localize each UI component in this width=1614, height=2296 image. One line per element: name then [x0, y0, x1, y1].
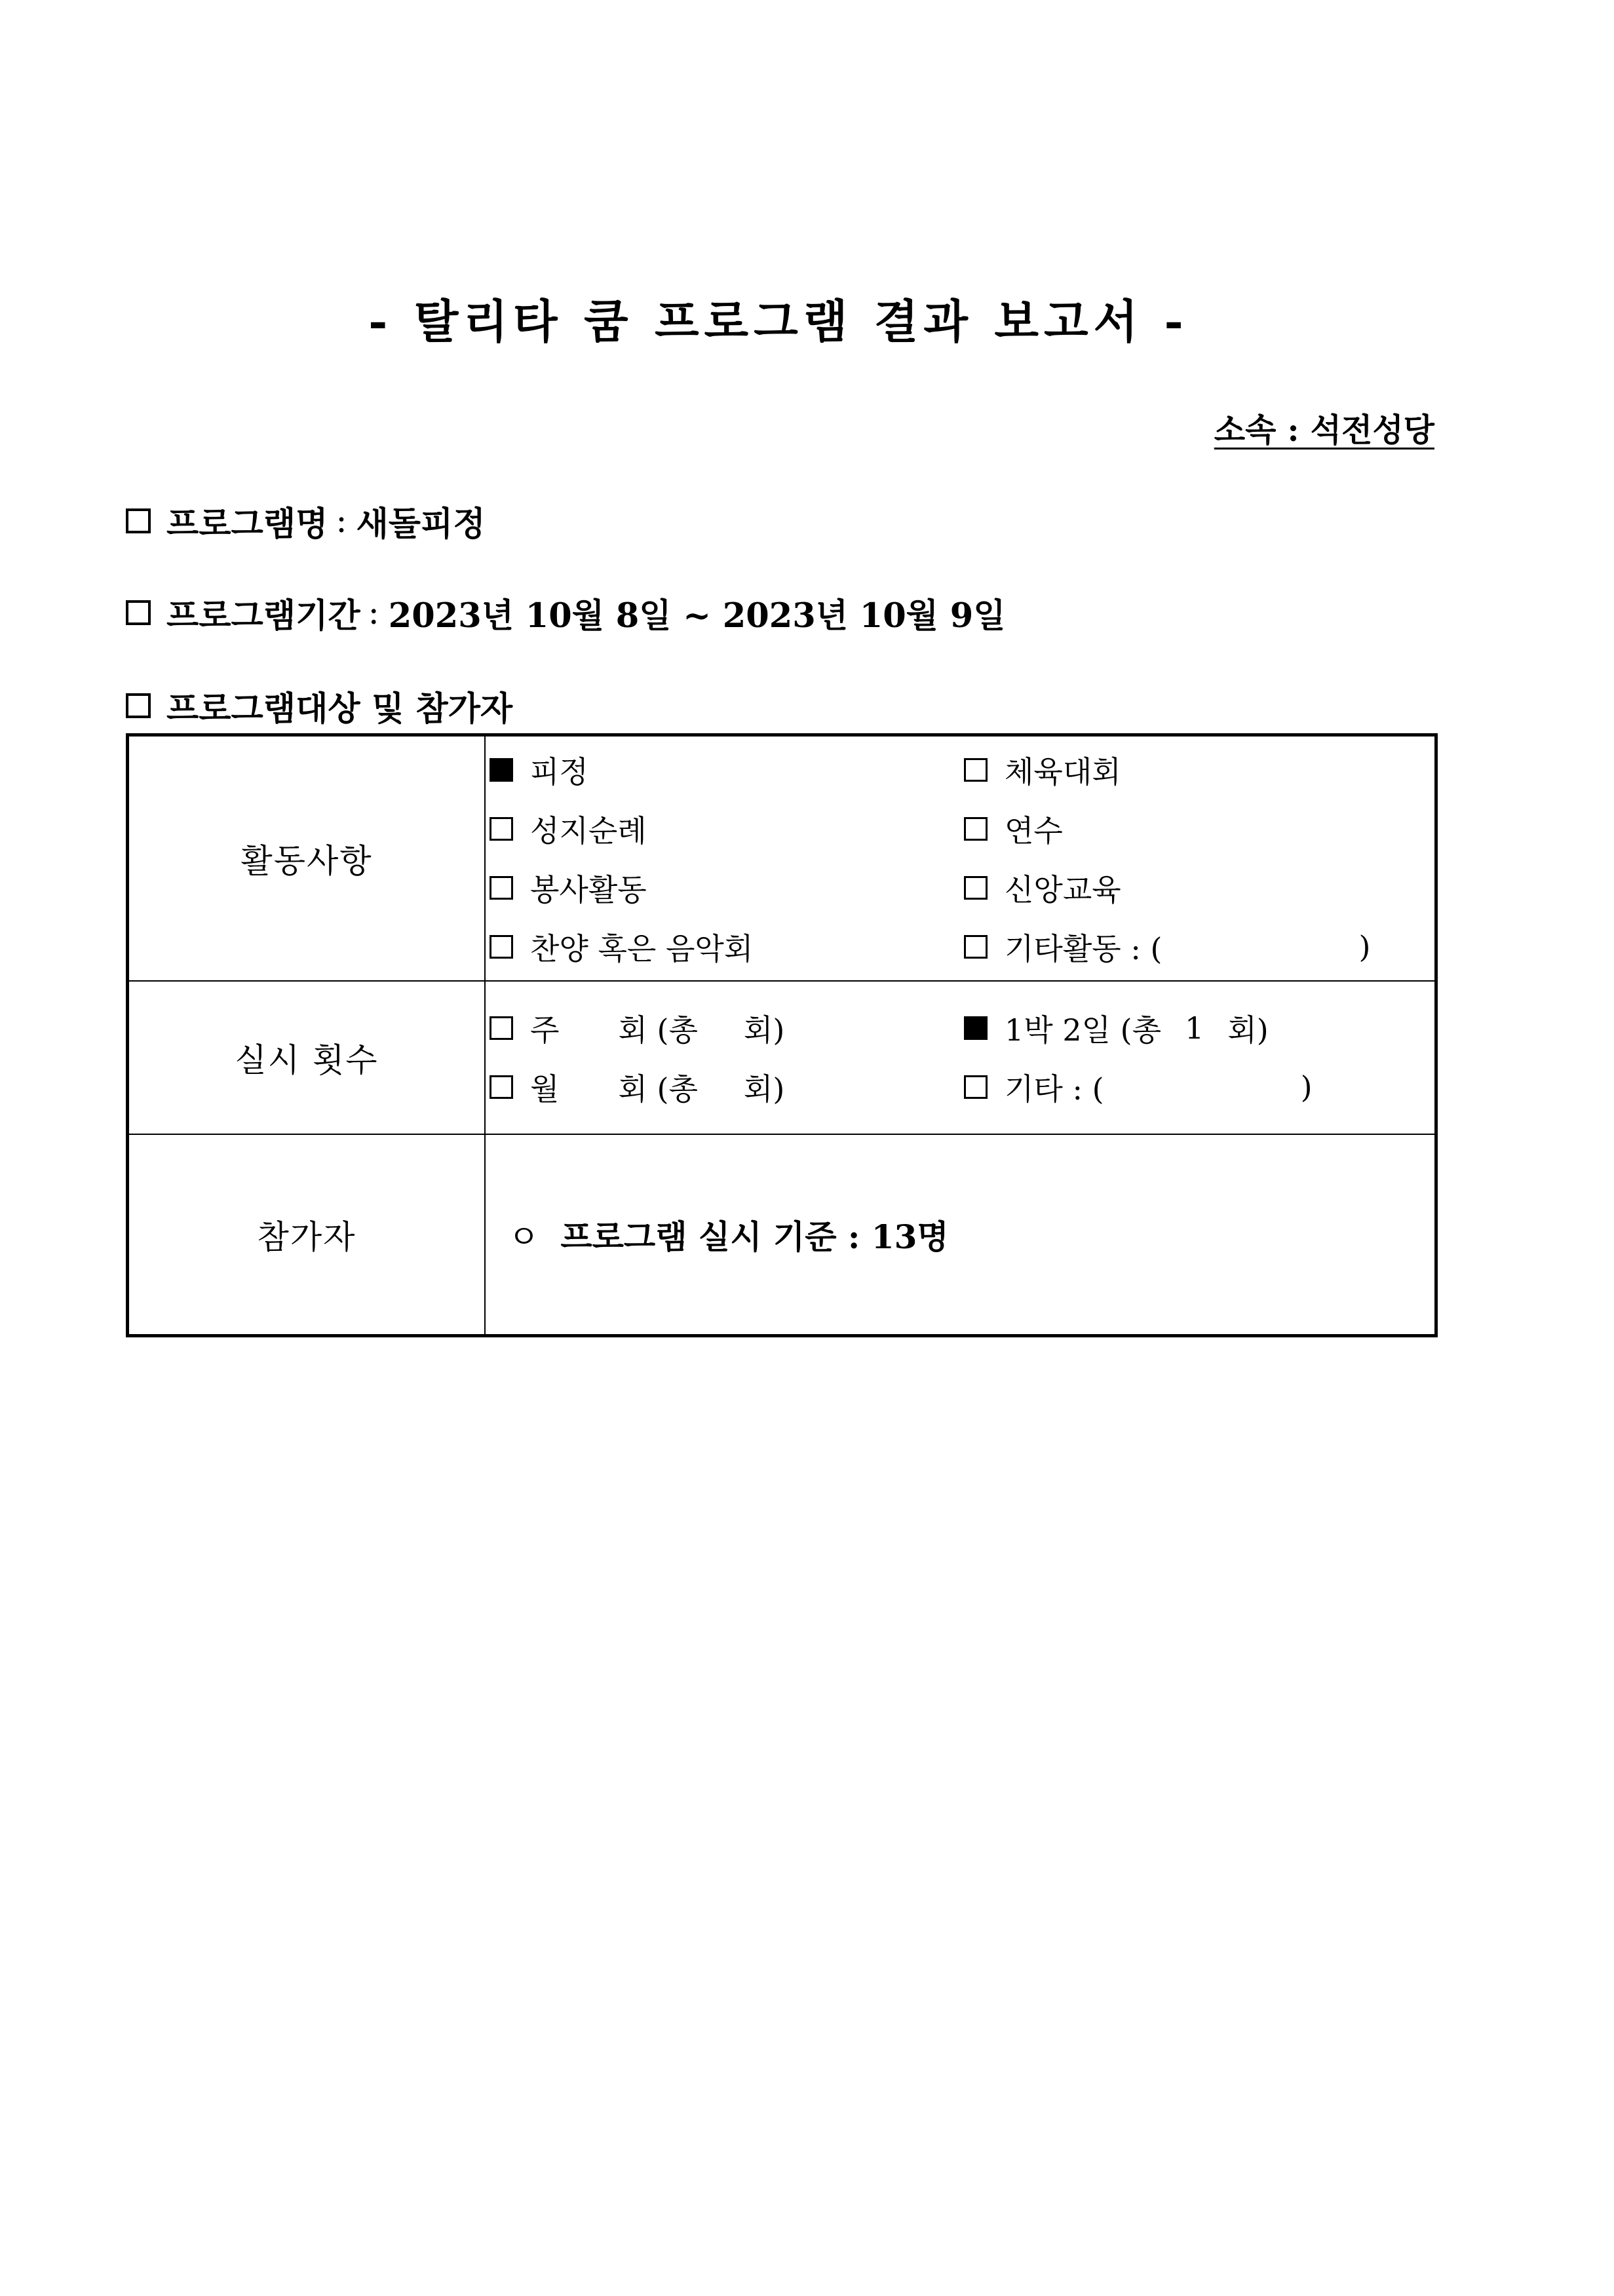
activity-option-retreat[interactable] [490, 740, 964, 799]
option-unit: 1박 2일 (총 [1005, 1012, 1162, 1048]
option-count-label: 회 (총 [618, 1071, 698, 1107]
program-period-field [126, 588, 1005, 637]
option-label: 찬양 혹은 음악회 [530, 931, 754, 966]
affiliation-label: 소속 : 석전성당 [1214, 411, 1434, 449]
frequency-option-other[interactable] [964, 1058, 1434, 1117]
program-name-label: 프로그램명 [166, 505, 328, 544]
square-bullet-icon [126, 693, 151, 718]
checkbox-icon[interactable] [964, 876, 988, 900]
frequency-option-weekly[interactable] [490, 999, 964, 1058]
circle-bullet-icon: ㅇ [508, 1218, 540, 1256]
option-label: 피정 [530, 754, 588, 790]
square-bullet-icon [126, 508, 151, 533]
option-label: 체육대회 [1005, 754, 1121, 790]
frequency-options-cell [485, 981, 1436, 1134]
activity-option-other[interactable] [964, 917, 1434, 976]
frequency-row [128, 981, 1436, 1134]
option-label: 성지순례 [530, 813, 647, 849]
program-period-label: 프로그램기간 [166, 596, 360, 636]
option-total-label: 회) [1227, 1012, 1269, 1048]
separator: : [336, 501, 347, 541]
separator: : [368, 593, 379, 632]
checkbox-icon[interactable] [490, 817, 513, 841]
frequency-option-overnight[interactable] [964, 999, 1434, 1058]
option-suffix: ) [1358, 929, 1371, 965]
frequency-option-monthly[interactable] [490, 1058, 964, 1117]
activity-option-faith-education[interactable] [964, 858, 1434, 917]
participants-header: 참가자 [128, 1134, 486, 1336]
participants-line [486, 1211, 1434, 1258]
square-bullet-icon [126, 600, 151, 625]
participants-text: 프로그램 실시 기준 : 13명 [560, 1217, 949, 1256]
program-name-field [126, 497, 486, 545]
program-target-field [126, 681, 520, 730]
activity-option-sports[interactable] [964, 740, 1434, 799]
frequency-header: 실시 횟수 [128, 981, 486, 1134]
activity-option-training[interactable] [964, 799, 1434, 858]
option-label: 신앙교육 [1005, 872, 1121, 908]
option-count-label: 회 (총 [618, 1012, 698, 1048]
activity-option-praise-concert[interactable] [490, 917, 964, 976]
option-suffix: ) [1300, 1069, 1313, 1105]
option-unit: 월 [530, 1071, 560, 1107]
option-unit: 기타 : ( [1005, 1071, 1104, 1107]
checkbox-icon[interactable] [490, 876, 513, 900]
option-total: 1 [1185, 1010, 1204, 1046]
program-target-label: 프로그램대상 및 참가자 [166, 689, 513, 729]
option-total-label: 회) [743, 1012, 785, 1048]
checkbox-icon[interactable] [964, 758, 988, 782]
option-unit: 주 [530, 1012, 560, 1048]
participants-cell [485, 1134, 1436, 1336]
activity-options [486, 740, 1434, 976]
document-title: - 탈리타 쿰 프로그램 결과 보고서 - [368, 294, 1189, 349]
activity-option-volunteer[interactable] [490, 858, 964, 917]
activity-options-cell [485, 735, 1436, 982]
checkbox-icon[interactable] [964, 935, 988, 959]
checkbox-checked-icon[interactable] [490, 758, 513, 782]
report-table [126, 733, 1438, 1337]
checkbox-icon[interactable] [490, 1016, 513, 1040]
option-label: 기타활동 : ( [1005, 931, 1162, 966]
checkbox-icon[interactable] [490, 1075, 513, 1099]
program-name-value: 새돌피정 [356, 505, 486, 544]
program-period-value: 2023년 10월 8일 ~ 2023년 10월 9일 [388, 596, 1006, 636]
checkbox-icon[interactable] [964, 817, 988, 841]
frequency-options [486, 999, 1434, 1117]
option-label: 봉사활동 [530, 872, 647, 908]
activity-option-pilgrimage[interactable] [490, 799, 964, 858]
activity-row [128, 735, 1436, 982]
option-label: 연수 [1005, 813, 1063, 849]
activity-header: 활동사항 [128, 735, 486, 982]
checkbox-icon[interactable] [964, 1075, 988, 1099]
checkbox-checked-icon[interactable] [964, 1016, 988, 1040]
option-total-label: 회) [743, 1071, 785, 1107]
participants-row [128, 1134, 1436, 1336]
checkbox-icon[interactable] [490, 935, 513, 959]
